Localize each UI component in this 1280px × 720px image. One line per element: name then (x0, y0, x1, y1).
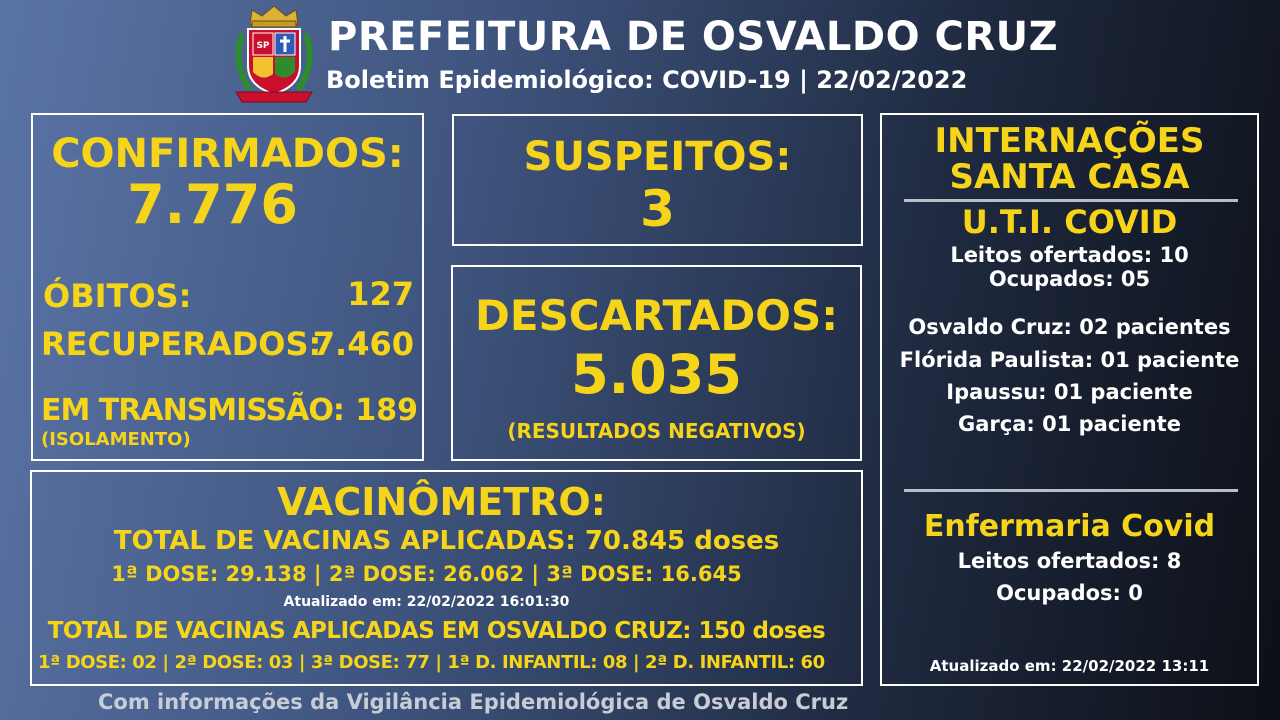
enfermaria-leitos: Leitos ofertados: 8 (957, 549, 1182, 573)
patient-item: Flórida Paulista: 01 paciente (899, 348, 1240, 372)
vacinometro-total-oc: TOTAL DE VACINAS APLICADAS EM OSVALDO CRUZ: 150 doses (47, 618, 826, 644)
page-subtitle: Boletim Epidemiológico: COVID-19 | 22/02/2022 (326, 66, 968, 94)
uti-title: U.T.I. COVID (961, 203, 1178, 241)
vacinometro-total: TOTAL DE VACINAS APLICADAS: 70.845 doses (113, 526, 780, 556)
vacinometro-card (30, 470, 863, 686)
svg-text:SP: SP (256, 41, 270, 51)
isolamento-label: (ISOLAMENTO) (41, 429, 191, 450)
confirmados-value: 7.776 (127, 173, 298, 236)
recuperados-value: 7.460 (312, 325, 414, 363)
obitos-label: ÓBITOS: (43, 277, 192, 315)
suspeitos-value: 3 (640, 180, 675, 238)
obitos-value: 127 (347, 275, 414, 313)
descartados-note: (RESULTADOS NEGATIVOS) (507, 419, 806, 443)
vacinometro-doses-oc: 1ª DOSE: 02 | 2ª DOSE: 03 | 3ª DOSE: 77 | 1ª D. INFANTIL: 08 | 2ª D. INFANTIL: 60 (38, 652, 825, 673)
descartados-label: DESCARTADOS: (474, 291, 839, 340)
internacoes-title-2: SANTA CASA (949, 157, 1190, 197)
footer-text: Com informações da Vigilância Epidemiológica de Osvaldo Cruz (98, 690, 849, 714)
descartados-card (451, 265, 862, 461)
page-title: PREFEITURA DE OSVALDO CRUZ (328, 14, 1059, 60)
internacoes-card (880, 113, 1259, 686)
enfermaria-ocupados: Ocupados: 0 (996, 581, 1143, 605)
recuperados-label: RECUPERADOS: (41, 325, 322, 363)
enfermaria-separator (904, 489, 1238, 492)
vacinometro-title: VACINÔMETRO: (277, 480, 606, 524)
patient-item: Osvaldo Cruz: 02 pacientes (908, 315, 1231, 339)
internacoes-title-1: INTERNAÇÕES (934, 121, 1205, 161)
patient-item: Garça: 01 paciente (958, 412, 1181, 436)
confirmados-label: CONFIRMADOS: (51, 131, 404, 177)
suspeitos-label: SUSPEITOS: (523, 134, 792, 180)
descartados-value: 5.035 (571, 343, 742, 406)
vacinometro-doses: 1ª DOSE: 29.138 | 2ª DOSE: 26.062 | 3ª DOSE: 16.645 (111, 562, 742, 586)
vacinometro-updated: Atualizado em: 22/02/2022 16:01:30 (283, 594, 570, 610)
transmissao-value: 189 (355, 393, 418, 428)
confirmados-card (31, 113, 424, 461)
enfermaria-title: Enfermaria Covid (923, 509, 1216, 544)
patient-item: Ipaussu: 01 paciente (946, 380, 1193, 404)
uti-leitos: Leitos ofertados: 10 (950, 243, 1189, 267)
suspeitos-card (452, 114, 863, 246)
transmissao-label: EM TRANSMISSÃO: (41, 393, 344, 428)
coat-of-arms-icon (228, 4, 320, 108)
uti-ocupados: Ocupados: 05 (988, 267, 1151, 291)
uti-separator (904, 199, 1238, 202)
internacoes-updated: Atualizado em: 22/02/2022 13:11 (929, 657, 1210, 675)
